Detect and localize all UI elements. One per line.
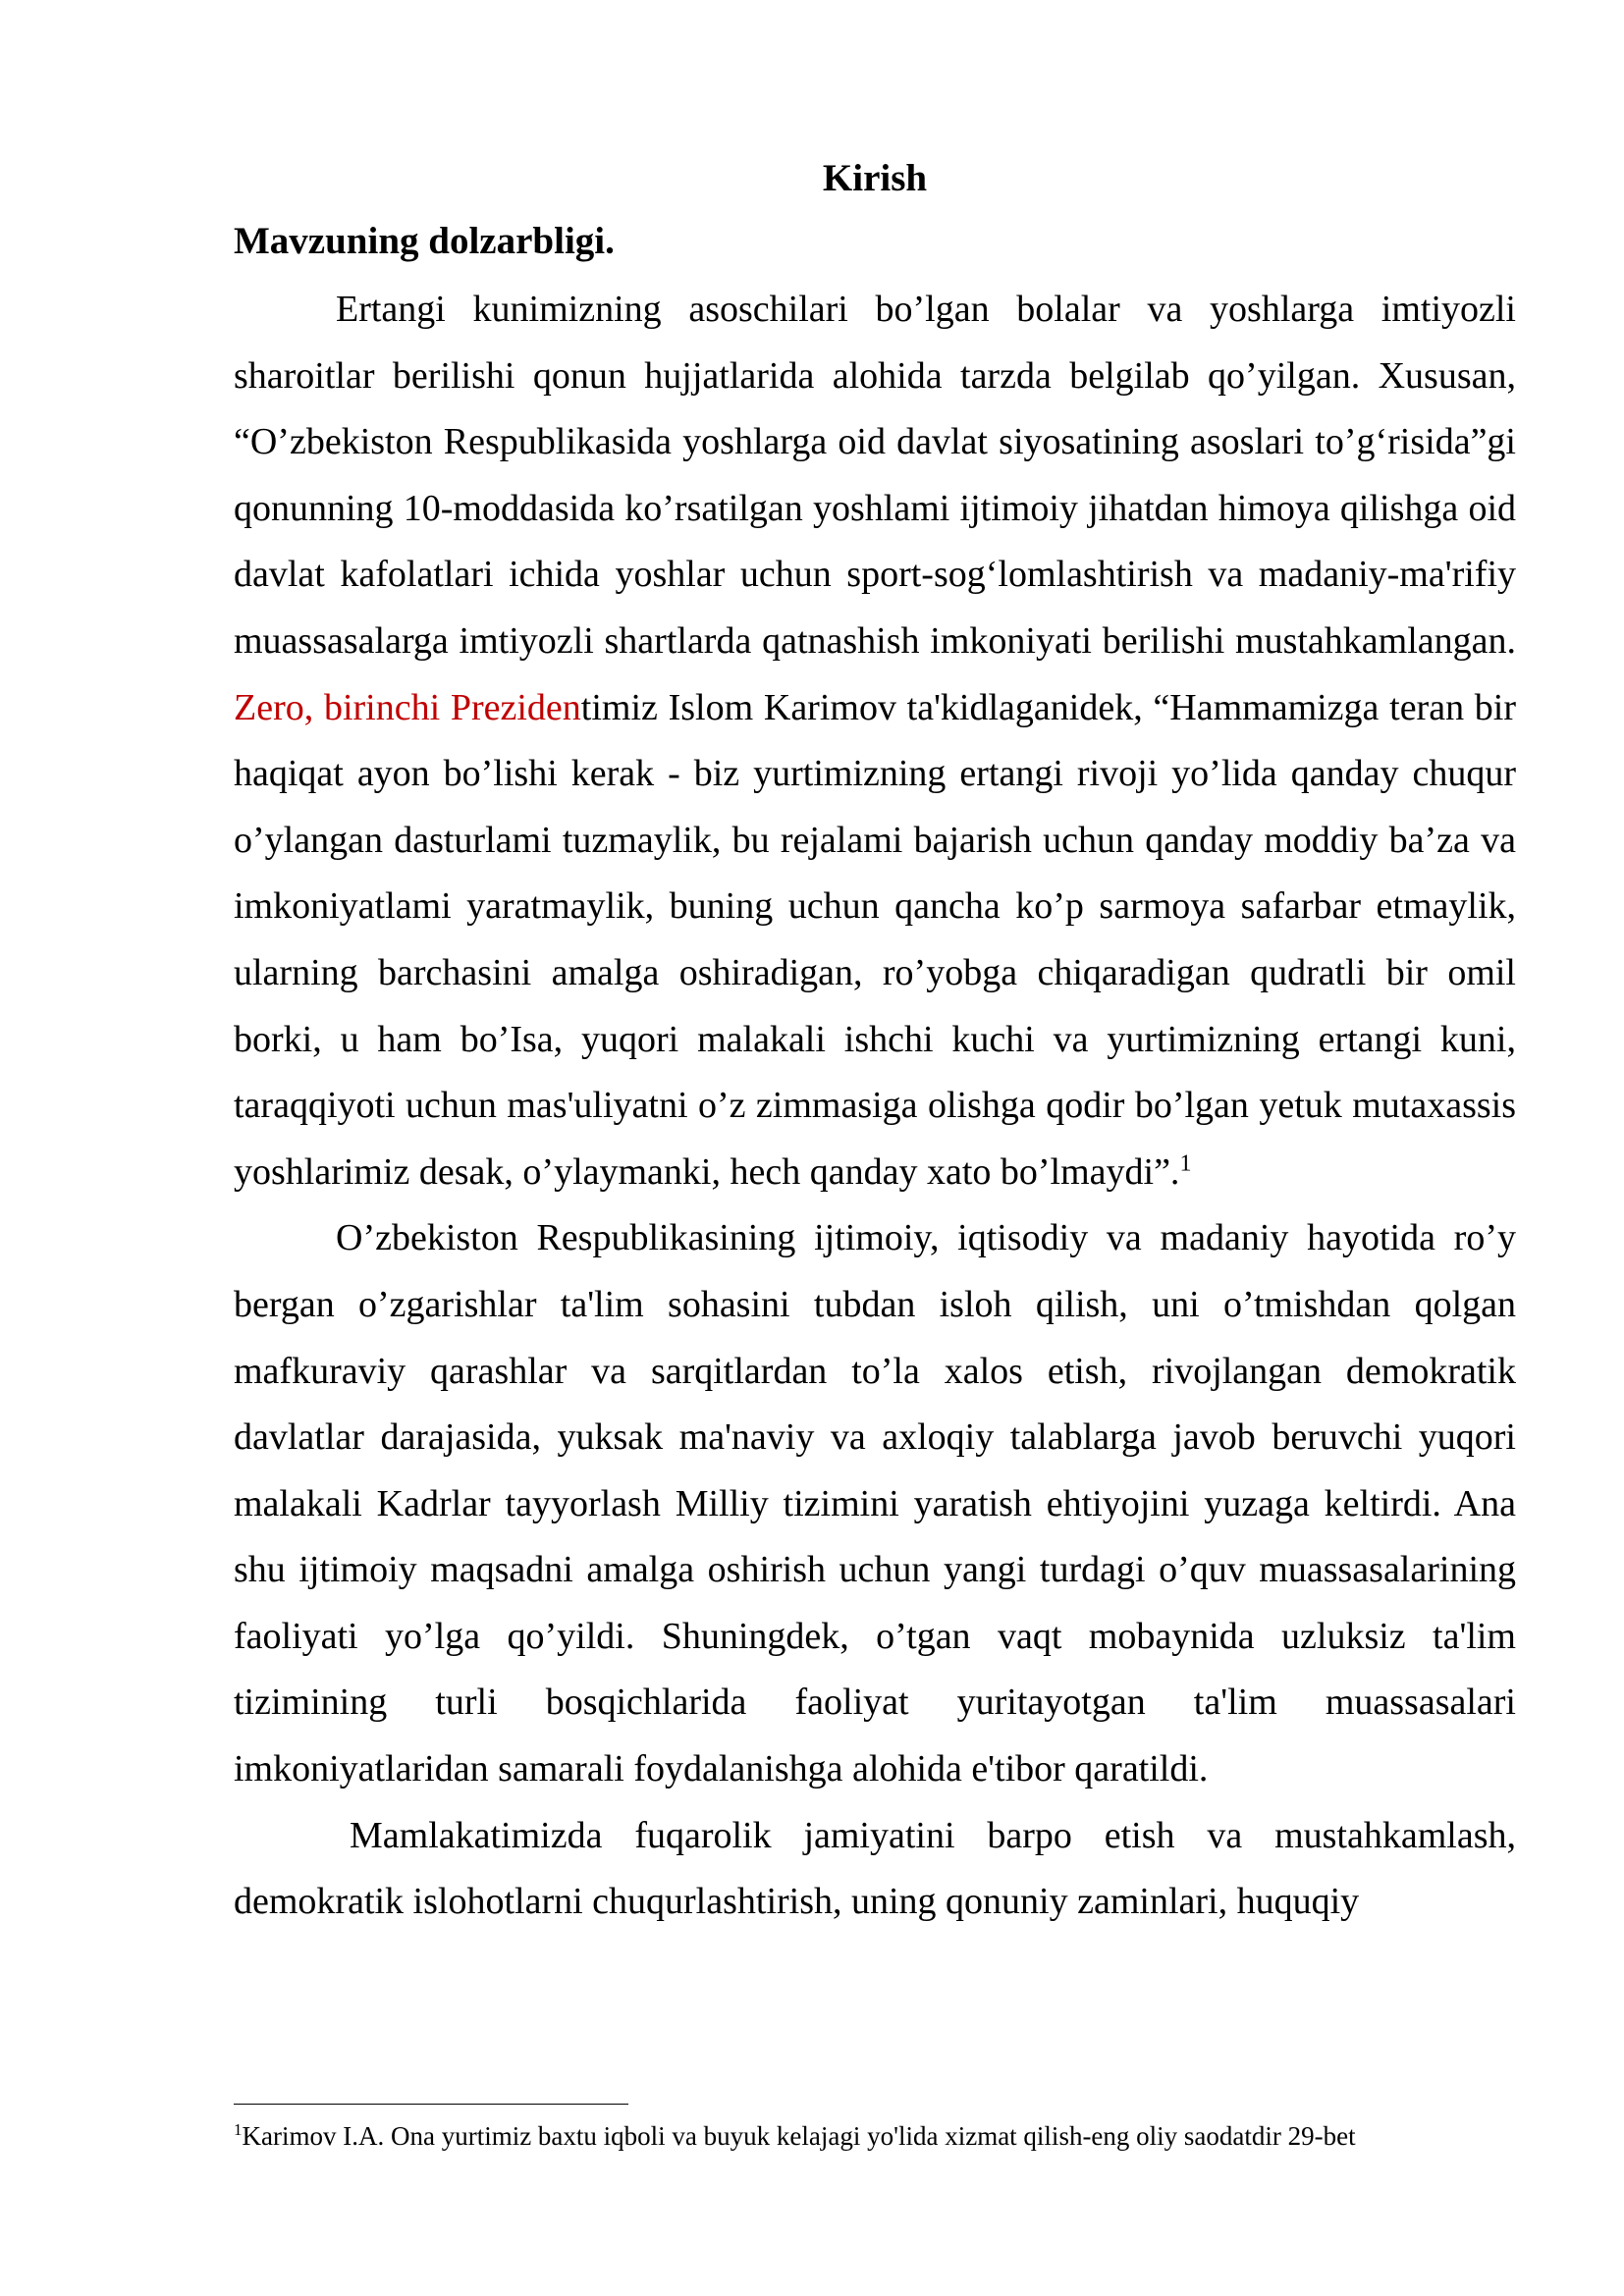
paragraph-1-text-end: timiz Islom Karimov ta'kidlaganidek, “Hammamizga teran bir haqiqat ayon bo’lishi kerak - biz yurtimizning ertangi rivoji yo’lida qanday chuqur o’ylangan dasturlami tuzmaylik, bu rejalami bajarish uchun qanday moddiy ba’za va imkoniyatlami yaratmaylik, buning uchun qancha ko’p sarmoya safarbar etmaylik, ularning barchasini amalga oshiradigan, ro’yobga chiqaradigan qudratli bir omil borki, u ham bo’Isa, yuqori malakali ishchi kuchi va yurtimizning ertangi kuni, taraqqiyoti uchun mas'uliyatni o’z zimmasiga olishga qodir bo’lgan yetuk mutaxassis yoshlarimiz desak, o’ylaymanki, hech qanday xato bo’lmaydi”. — [234, 686, 1516, 1193]
section-heading: Mavzuning dolzarbligi. — [234, 220, 615, 262]
paragraph-1 — [234, 277, 1516, 1205]
footnote-text: Karimov I.A. Ona yurtimiz baxtu iqboli va buyuk kelajagi yo'lida xizmat qilish-eng oliy saodatdir 29-bet — [242, 2121, 1356, 2151]
footnote-reference[interactable]: 1 — [1179, 1150, 1192, 1177]
footnote — [234, 2118, 1516, 2154]
page-title: Kirish — [822, 157, 928, 199]
highlighted-text: Zero, birinchi Preziden — [234, 686, 581, 728]
paragraph-1-text-start: Ertangi kunimizning asoschilari bo’lgan bolalar va yoshlarga imtiyozli sharoitlar berilishi qonun hujjatlarida alohida tarzda belgilab qo’yilgan. Xususan, “O’zbekiston Respublikasida yoshlarga oid davlat siyosatining asoslari to’g‘risida”gi qonunning 10-moddasida ko’rsatilgan yoshlami ijtimoiy jihatdan himoya qilishga oid davlat kafolatlari ichida yoshlar uchun sport-sog‘lomlashtirish va madaniy-ma'rifiy muassasalarga imtiyozli shartlarda qatnashish imkoniyati berilishi mustahkamlangan. — [234, 289, 1516, 662]
document-body — [234, 147, 1516, 1936]
paragraph-2: O’zbekiston Respublikasining ijtimoiy, iqtisodiy va madaniy hayotida ro’y bergan o’zgarishlar ta'lim sohasini tubdan isloh qilish, uni o’tmishdan qolgan mafkuraviy qarashlar va sarqitlardan to’la xalos etish, rivojlangan demokratik davlatlar darajasida, yuksak ma'naviy va axloqiy talablarga javob beruvchi yuqori malakali Kadrlar tayyorlash Milliy tizimini yaratish ehtiyojini yuzaga keltirdi. Ana shu ijtimoiy maqsadni amalga oshirish uchun yangi turdagi o’quv muassasalarining faoliyati yo’lga qo’yildi. Shuningdek, o’tgan vaqt mobaynida uzluksiz ta'lim tizimining turli bosqichlarida faoliyat yuritayotgan ta'lim muassasalari imkoniyatlaridan samarali foydalanishga alohida e'tibor qaratildi. — [234, 1217, 1516, 1790]
footnote-separator — [234, 2104, 628, 2105]
paragraph-3: Mamlakatimizda fuqarolik jamiyatini barpo etish va mustahkamlash, demokratik islohotlarni chuqurlashtirish, uning qonuniy zaminlari, huquqiy — [234, 1814, 1516, 1923]
footnote-marker: 1 — [234, 2120, 243, 2139]
